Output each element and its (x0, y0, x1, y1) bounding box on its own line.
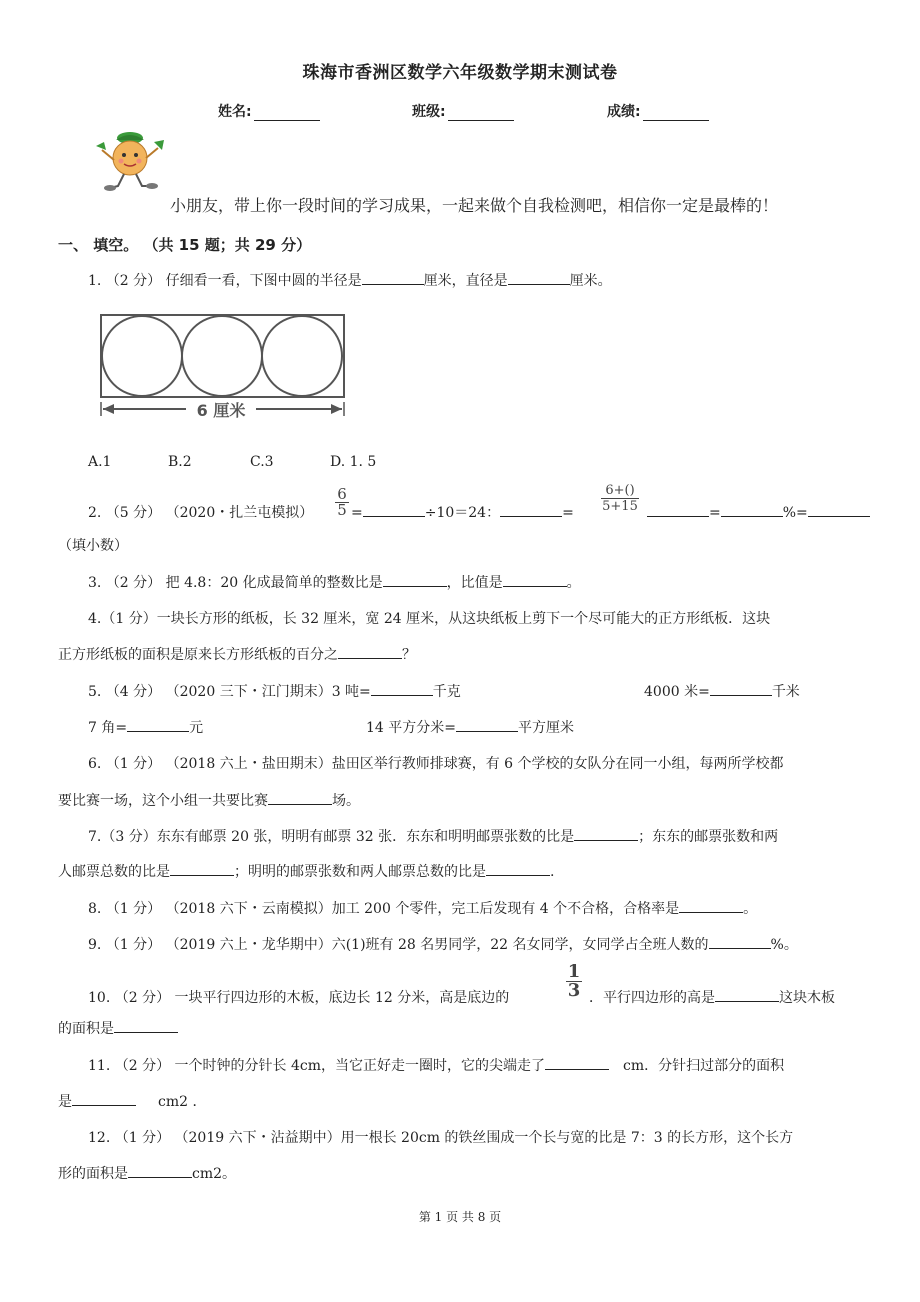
q5-blank-2[interactable] (710, 682, 772, 696)
q10-blank-1[interactable] (715, 988, 779, 1002)
fraction-one-third: $\frac{1}{3}$ (567, 961, 581, 1001)
question-8: 8. （1 分） （2018 六下・云南模拟）加工 200 个零件，完工后发现有 4 个不合格，合格率是 。 (88, 901, 758, 917)
class-label: 班级: (412, 104, 446, 120)
q4-blank[interactable] (338, 645, 402, 659)
page-footer: 第 1 页 共 8 页 (418, 1210, 502, 1224)
question-7-line-2: 人邮票总数的比是 ；明明的邮票张数和两人邮票总数的比是 . (58, 864, 555, 880)
question-5-part-3: 7 角= 元 (88, 720, 204, 736)
circle-1 (102, 316, 182, 396)
q1-option-a[interactable]: A.1 (88, 454, 112, 470)
q1-diameter-blank[interactable] (508, 271, 570, 285)
question-5-part-4: 14 平方分米= 平方厘米 (366, 720, 574, 736)
question-11-line-2: 是 cm2 ． (58, 1094, 207, 1110)
section-heading-fill-in: 一、 填空。 （共 15 题；共 29 分） (58, 236, 312, 254)
figure-length-label: 6 厘米 (196, 401, 246, 420)
question-10-part-b: ．平行四边形的高是 这块木板 (589, 990, 835, 1006)
q9-blank[interactable] (709, 935, 771, 949)
q2-blank-5[interactable] (808, 503, 870, 517)
question-4-line-1: 4.（1 分）一块长方形的纸板，长 32 厘米，宽 24 厘米，从这块纸板上剪下一个尽可能大的正方形纸板．这块 (88, 611, 771, 627)
question-2-part-a: 2. （5 分） （2020・扎兰屯模拟） (88, 505, 314, 521)
question-2-part-c: = %= (647, 503, 870, 523)
q5-blank-3[interactable] (127, 718, 189, 732)
question-6-line-1: 6. （1 分） （2018 六上・盐田期末）盐田区举行教师排球赛，有 6 个学校的女队分在同一小组，每两所学校都 (88, 756, 784, 772)
q7-blank-2[interactable] (170, 862, 234, 876)
q2-blank-1[interactable] (363, 503, 425, 517)
question-7-line-1: 7.（3 分）东东有邮票 20 张，明明有邮票 32 张．东东和明明邮票张数的比是 ；东东的邮票张数和两 (88, 829, 779, 845)
class-blank[interactable] (448, 106, 514, 121)
q11-blank-2[interactable] (72, 1092, 136, 1106)
q11-blank-1[interactable] (545, 1056, 609, 1070)
question-10-part-a: 10. （2 分） 一块平行四边形的木板，底边长 12 分米，高是底边的 (88, 990, 510, 1006)
score-label: 成绩: (607, 104, 641, 120)
q5-blank-1[interactable] (371, 682, 433, 696)
class-field[interactable] (412, 101, 514, 121)
score-blank[interactable] (643, 106, 709, 121)
score-field[interactable] (607, 101, 709, 121)
name-label: 姓名: (218, 104, 252, 120)
fraction-six-plus-blank: $\frac{6+()}{5+15}$ (602, 483, 638, 514)
name-field[interactable] (218, 101, 320, 121)
question-2-part-b: = ÷10＝24： = (351, 505, 574, 521)
q1-option-b[interactable]: B.2 (168, 454, 192, 470)
q7-blank-3[interactable] (486, 862, 550, 876)
question-10-line-2: 的面积是 (58, 1019, 178, 1039)
q5-blank-4[interactable] (456, 718, 518, 732)
question-2-note: （填小数） (58, 538, 128, 554)
question-6-line-2: 要比赛一场，这个小组一共要比赛 场。 (58, 793, 360, 809)
name-blank[interactable] (254, 106, 320, 121)
mascot-illustration (94, 128, 168, 194)
q8-blank[interactable] (679, 899, 743, 913)
question-5-part-2: 4000 米= 千米 (644, 684, 800, 700)
page-title: 珠海市香洲区数学六年级数学期末测试卷 (302, 63, 618, 83)
q10-blank-2[interactable] (114, 1019, 178, 1033)
question-12-line-2: 形的面积是 cm2。 (58, 1166, 237, 1182)
question-12-line-1: 12. （1 分） （2019 六下・沾益期中）用一根长 20cm 的铁丝围成一个长与宽的比是 7：3 的长方形，这个长方 (88, 1130, 794, 1146)
encouragement-text: 小朋友，带上你一段时间的学习成果，一起来做个自我检测吧，相信你一定是最棒的！ (170, 196, 779, 215)
question-3: 3. （2 分） 把 4.8：20 化成最简单的整数比是 ，比值是 。 (88, 575, 581, 591)
three-circles-figure (98, 312, 348, 424)
question-5-part-1: 5. （4 分） （2020 三下・江门期末）3 吨= 千克 (88, 684, 461, 700)
q6-blank[interactable] (268, 791, 332, 805)
q2-blank-4[interactable] (721, 503, 783, 517)
fraction-six-fifths: $\frac{6}{5}$ (335, 487, 349, 518)
q7-blank-1[interactable] (574, 827, 638, 841)
q3-value-blank[interactable] (503, 573, 567, 587)
q2-blank-2[interactable] (500, 503, 562, 517)
q3-ratio-blank[interactable] (383, 573, 447, 587)
circle-3 (262, 316, 342, 396)
q1-option-c[interactable]: C.3 (250, 454, 274, 470)
q12-blank[interactable] (128, 1164, 192, 1178)
q2-blank-3[interactable] (647, 503, 709, 517)
question-4-line-2: 正方形纸板的面积是原来长方形纸板的百分之 ？ (58, 647, 416, 663)
question-9: 9. （1 分） （2019 六上・龙华期中）六(1)班有 28 名男同学，22 名女同学，女同学占全班人数的 %。 (88, 937, 798, 953)
question-1: 1. （2 分） 仔细看一看，下图中圆的半径是 厘米，直径是 厘米。 (88, 273, 612, 289)
circle-2 (182, 316, 262, 396)
q1-radius-blank[interactable] (362, 271, 424, 285)
q1-option-d[interactable]: D. 1. 5 (330, 454, 377, 470)
question-11-line-1: 11. （2 分） 一个时钟的分针长 4cm，当它正好走一圈时，它的尖端走了 cm．分针扫过部分的面积 (88, 1058, 785, 1074)
